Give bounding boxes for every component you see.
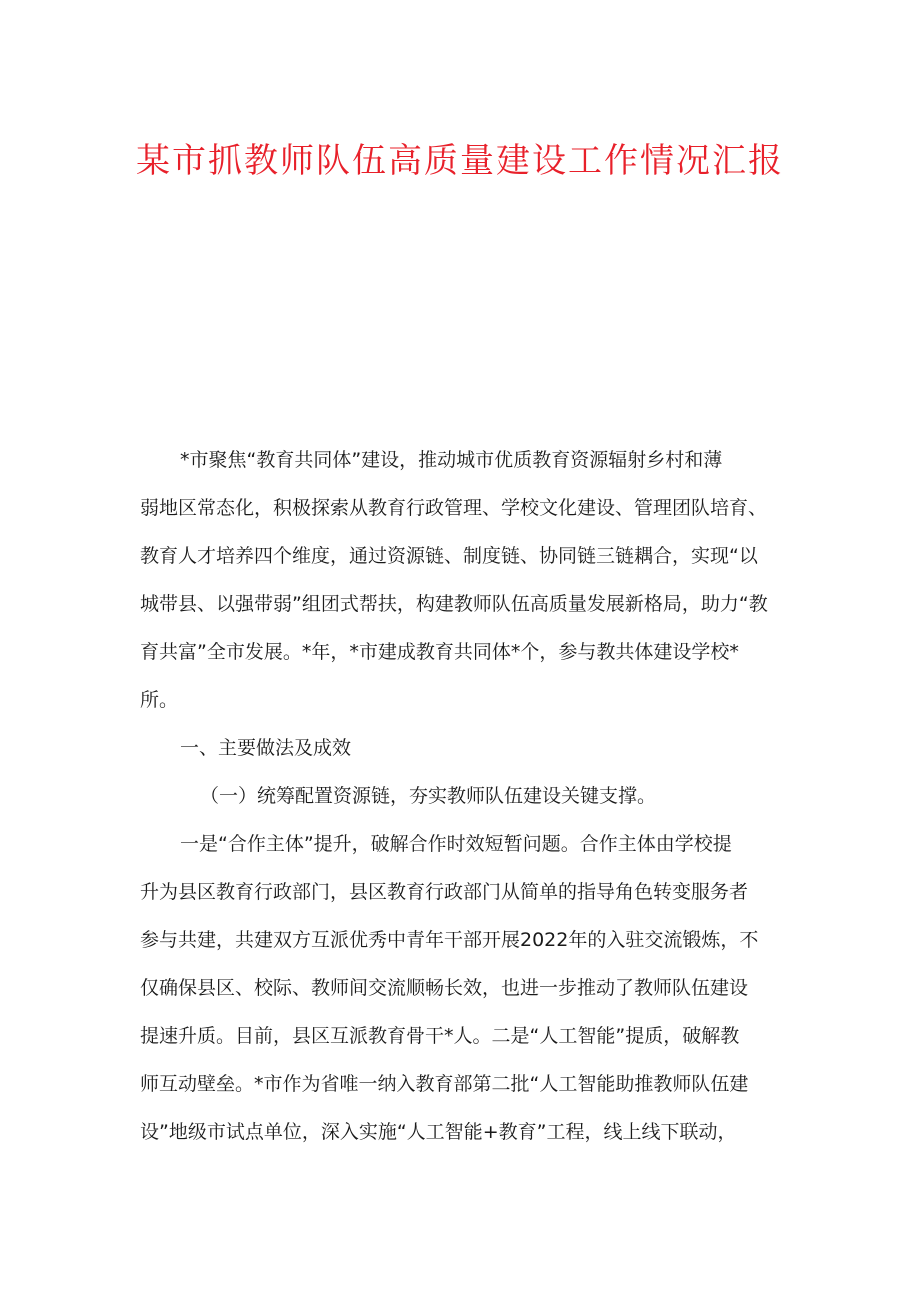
body-line: 一是“合作主体”提升，破解合作时效短暂问题。合作主体由学校提 [180, 833, 732, 855]
intro-line: 弱地区常态化，积极探索从教育行政管理、学校文化建设、管理团队培育、 [140, 497, 768, 519]
body-line: 升为县区教育行政部门，县区教育行政部门从简单的指导角色转变服务者 [140, 881, 749, 903]
intro-line: 教育人才培养四个维度，通过资源链、制度链、协同链三链耦合，实现“以 [140, 545, 758, 567]
intro-line: 育共富”全市发展。*年，*市建成教育共同体*个，参与教共体建设学校* [140, 641, 739, 663]
subsection-heading [140, 772, 788, 820]
section-heading [140, 724, 788, 772]
body-line: 师互动壁垒。*市作为省唯一纳入教育部第二批“人工智能助推教师队伍建 [140, 1073, 749, 1095]
body-line: 参与共建，共建双方互派优秀中青年干部开展2022年的入驻交流锻炼，不 [140, 929, 759, 951]
section-heading-text: 一、主要做法及成效 [180, 737, 352, 759]
intro-paragraph [140, 436, 788, 724]
body-line: 设”地级市试点单位，深入实施“人工智能+教育”工程，线上线下联动， [140, 1121, 737, 1143]
document-title: 某市抓教师队伍高质量建设工作情况汇报 [136, 141, 784, 181]
body-line: 提速升质。目前，县区互派教育骨干*人。二是“人工智能”提质，破解教 [140, 1025, 740, 1047]
intro-line: *市聚焦“教育共同体”建设，推动城市优质教育资源辐射乡村和薄 [180, 449, 723, 471]
intro-line: 所。 [140, 689, 179, 711]
body-line: 仅确保县区、校际、教师间交流顺畅长效，也进一步推动了教师队伍建设 [140, 977, 749, 999]
subsection-heading-text: （一）统筹配置资源链，夯实教师队伍建设关键支撑。 [200, 785, 657, 807]
body-paragraph [140, 820, 788, 1156]
intro-line: 城带县、以强带弱”组团式帮扶，构建教师队伍高质量发展新格局，助力“教 [140, 593, 768, 615]
